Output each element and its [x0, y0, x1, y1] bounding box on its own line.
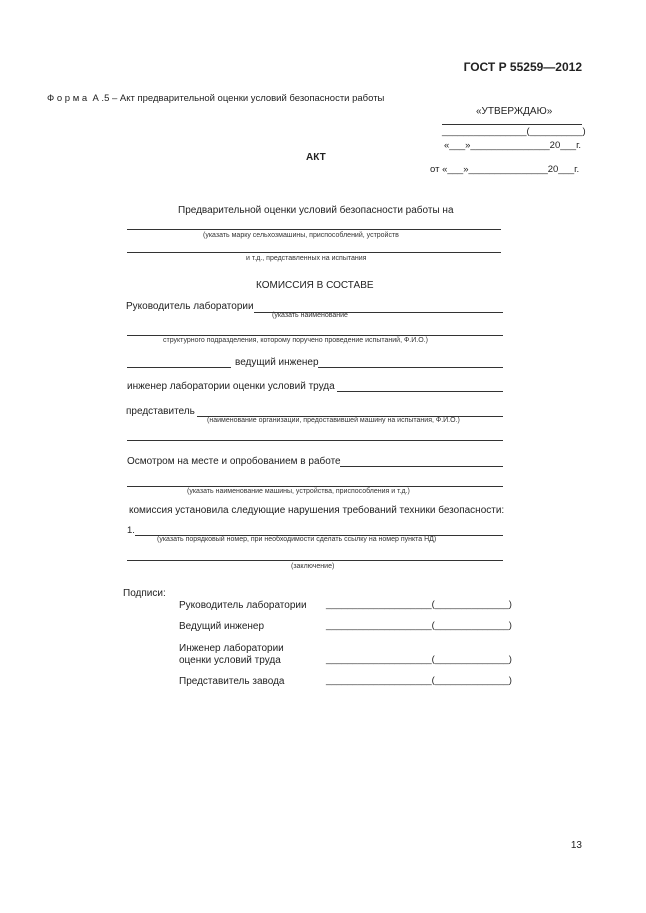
lab-engineer-line — [337, 391, 503, 392]
inspection-hint: (указать наименование машины, устройства, приспособления и т.д.) — [187, 488, 410, 495]
signature-line-lead: ____________________(______________) — [326, 620, 512, 631]
act-title: АКТ — [306, 152, 326, 163]
subject-hint-1: (указать марку сельхозмашины, приспособлений, устройств — [203, 232, 399, 239]
representative-line-2 — [127, 440, 503, 441]
head-hint: (указать наименование — [272, 312, 348, 319]
signature-role-plant: Представитель завода — [179, 676, 285, 687]
approval-title: «УТВЕРЖДАЮ» — [476, 106, 553, 117]
approval-blank-line — [442, 124, 582, 125]
signature-role-head: Руководитель лаборатории — [179, 600, 307, 611]
form-caption-prefix: Ф о р м а — [47, 93, 88, 104]
act-date-line: от «___»_______________20___г. — [430, 164, 580, 175]
head-hint-2: структурного подразделения, которому поручено проведение испытаний, Ф.И.О.) — [163, 337, 428, 344]
lab-engineer-label: инженер лаборатории оценки условий труда — [127, 381, 335, 392]
inspection-line — [340, 466, 503, 467]
representative-label: представитель — [126, 406, 195, 417]
item-hint: (указать порядковый номер, при необходимости сделать ссылку на номер пункта НД) — [157, 536, 437, 543]
lead-engineer-label: ведущий инженер — [235, 357, 319, 368]
representative-hint: (наименование организации, предоставившей машину на испытания, Ф.И.О.) — [207, 417, 460, 424]
signature-line-head: ____________________(______________) — [326, 599, 512, 610]
form-caption — [47, 93, 384, 104]
subject-hint-2: и т.д., представленных на испытания — [246, 255, 367, 262]
subject-line-1 — [127, 229, 501, 230]
standard-number: ГОСТ Р 55259—2012 — [463, 60, 582, 74]
signature-role-lead: Ведущий инженер — [179, 621, 265, 632]
item-number: 1. — [127, 525, 135, 536]
signature-role-lab-2: оценки условий труда — [179, 655, 281, 666]
conclusion-line — [127, 560, 503, 561]
head-label: Руководитель лаборатории — [126, 301, 254, 312]
approval-signature-line: ________________(__________) — [442, 126, 586, 137]
signature-line-plant: ____________________(______________) — [326, 675, 512, 686]
conclusion-hint: (заключение) — [291, 563, 335, 570]
signature-line-lab: ____________________(______________) — [326, 654, 512, 665]
lead-engineer-pre-line — [127, 367, 231, 368]
signature-role-lab-1: Инженер лаборатории — [179, 643, 284, 654]
subject-line-2 — [127, 252, 501, 253]
form-caption-text: А .5 – Акт предварительной оценки условий безопасности работы — [92, 93, 385, 104]
approval-date-line: «___»_______________20___г. — [444, 140, 582, 151]
subject-heading: Предварительной оценки условий безопасности работы на — [178, 205, 454, 216]
head-line-2 — [127, 335, 503, 336]
signatures-label: Подписи: — [123, 588, 166, 599]
commission-heading: КОМИССИЯ В СОСТАВЕ — [256, 280, 374, 291]
inspection-label: Осмотром на месте и опробованием в работе — [127, 456, 341, 467]
page-number: 13 — [570, 840, 582, 851]
lead-engineer-line — [318, 367, 503, 368]
inspection-line-2 — [127, 486, 503, 487]
findings-label: комиссия установила следующие нарушения требований техники безопасности: — [129, 505, 505, 516]
